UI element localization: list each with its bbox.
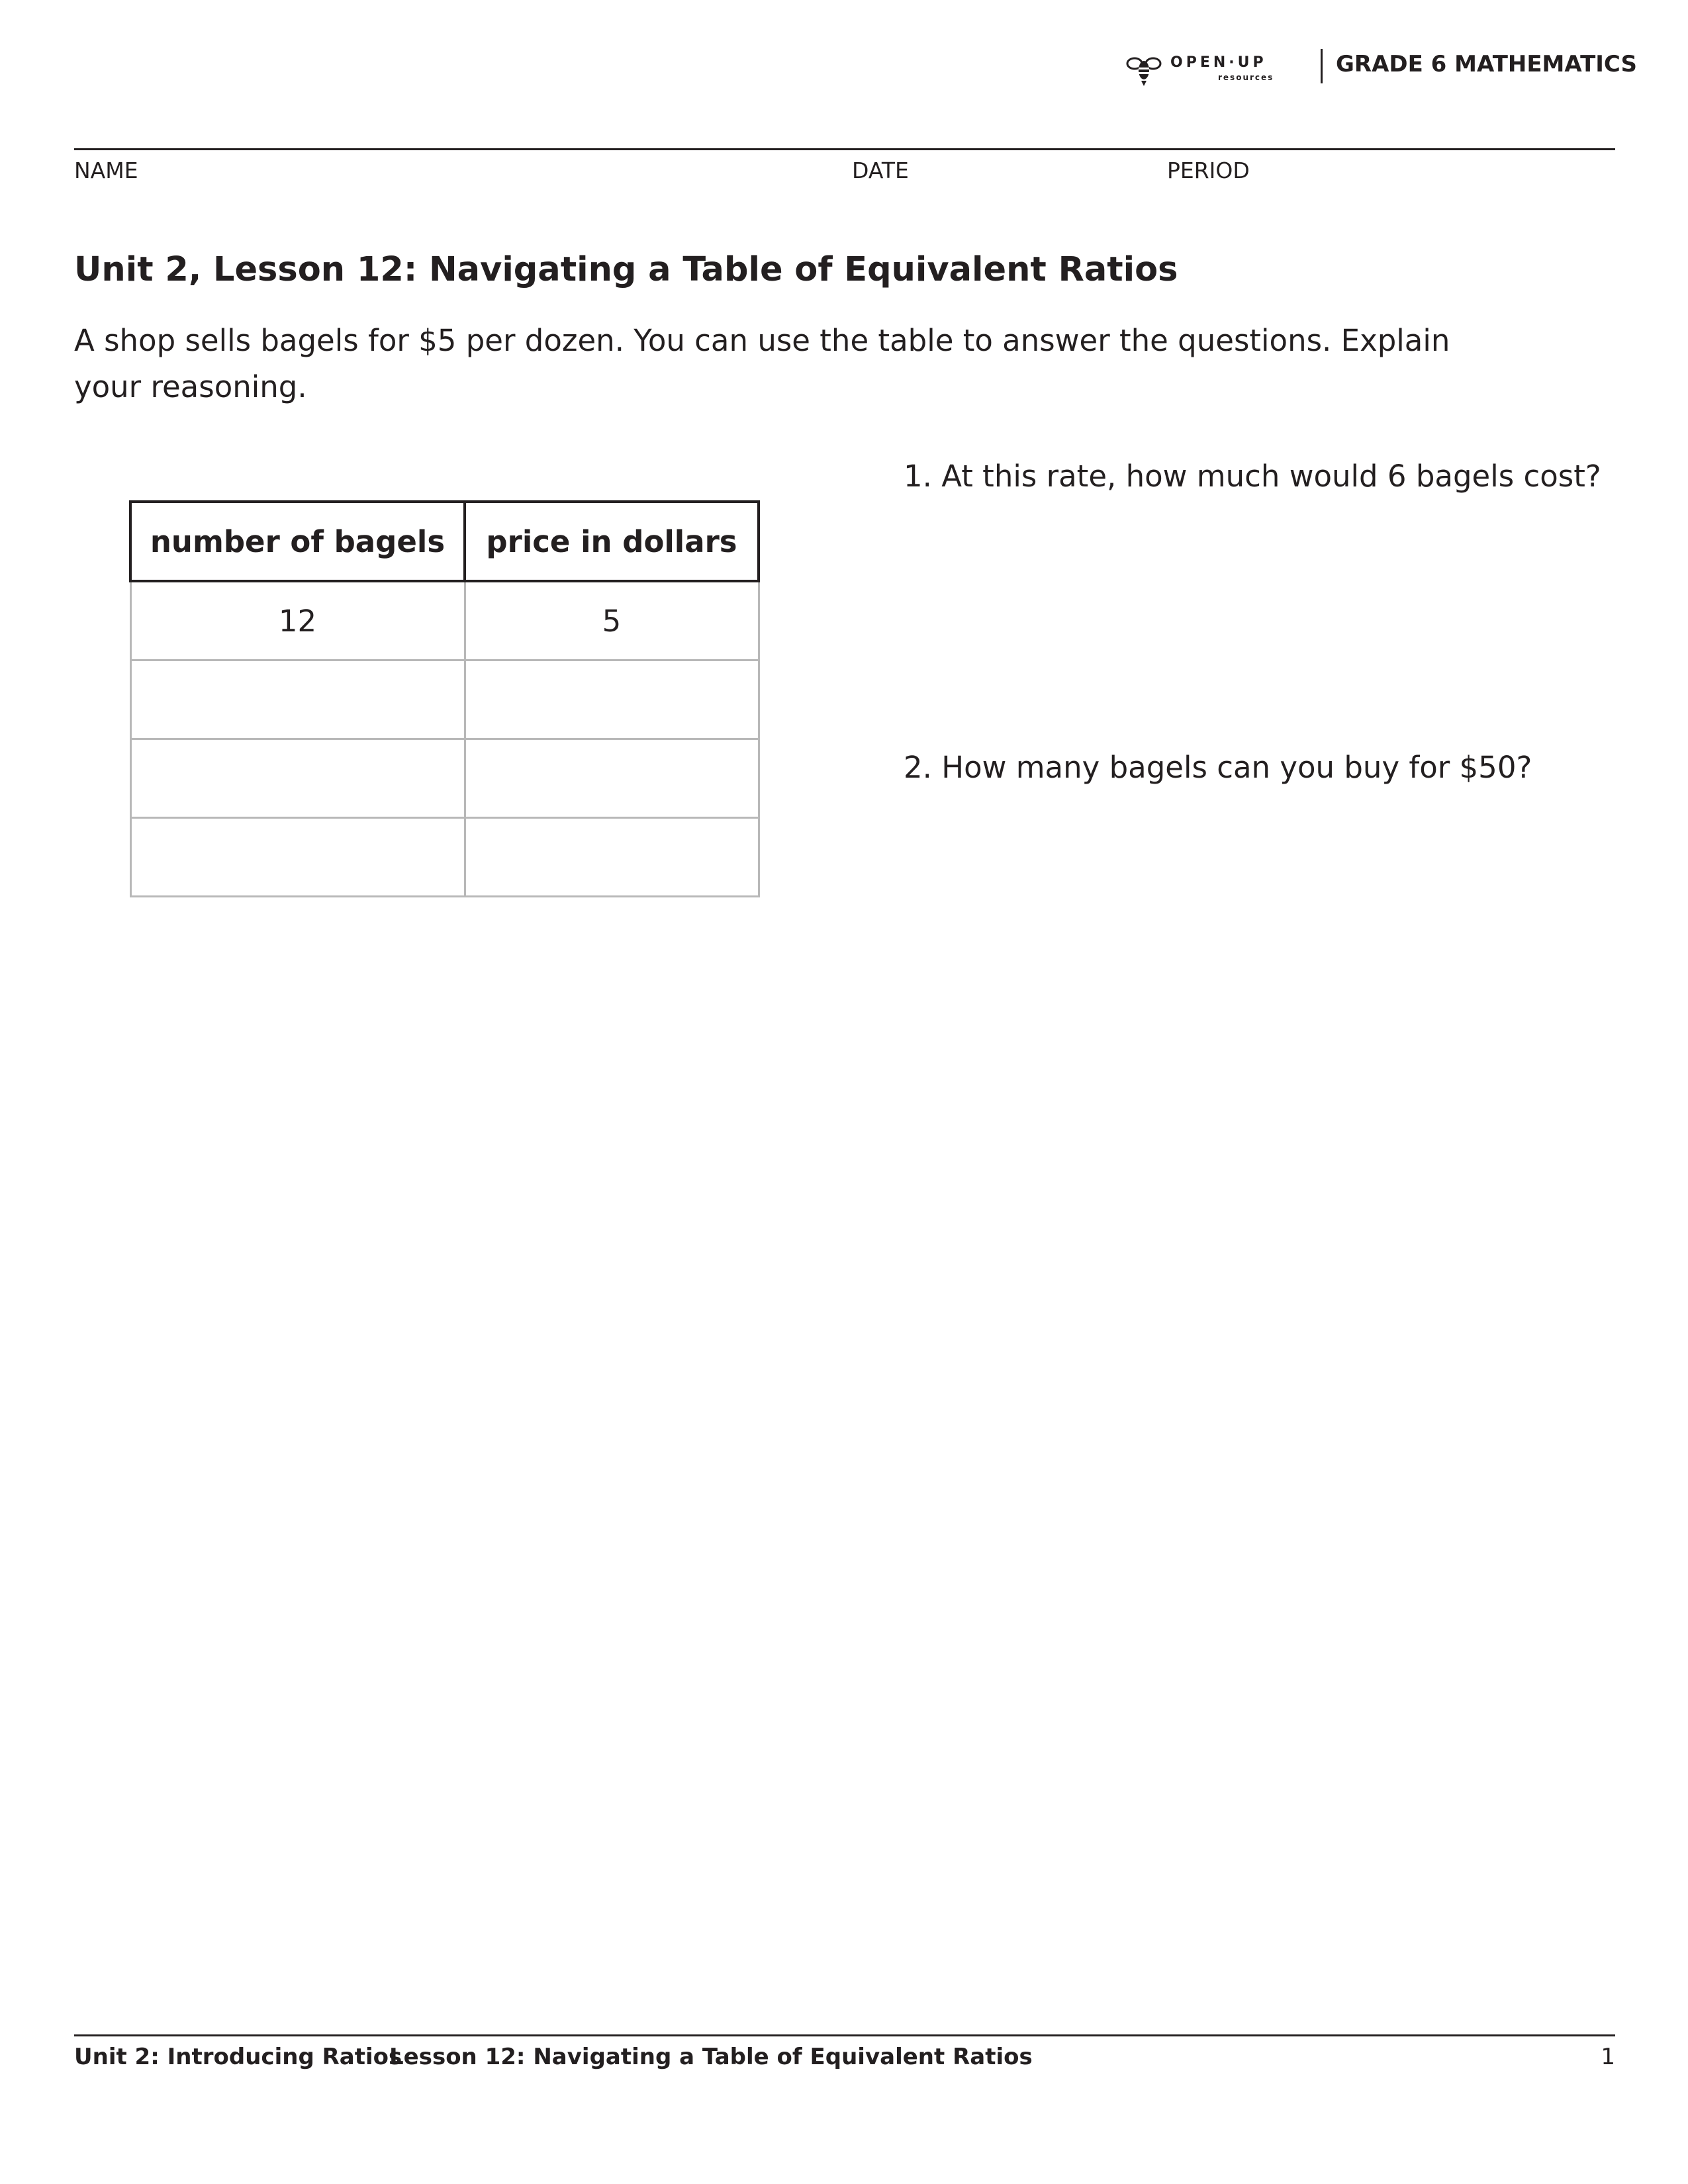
open-up-resources-logo [1125, 49, 1291, 89]
footer-unit-title: Unit 2: Introducing Ratios [74, 2044, 402, 2070]
table-row [130, 739, 759, 818]
table-cell [465, 818, 759, 897]
footer-lesson-title: Lesson 12: Navigating a Table of Equivalent Ratios [389, 2044, 1033, 2070]
table-header-row [130, 502, 759, 581]
table-cell: 12 [130, 581, 465, 660]
table-row [130, 818, 759, 897]
table-cell [130, 739, 465, 818]
grade-label: GRADE 6 MATHEMATICS [1336, 51, 1637, 77]
brand-divider [1321, 49, 1323, 83]
table-row [130, 660, 759, 739]
period-field-label: PERIOD [1167, 158, 1250, 183]
header-branding [1125, 49, 1637, 89]
ratio-table [129, 500, 760, 897]
table-cell [465, 739, 759, 818]
column-header-price: price in dollars [465, 502, 759, 581]
question-1: 1. At this rate, how much would 6 bagels cost? [904, 459, 1601, 494]
bee-icon [1125, 50, 1162, 87]
date-field-label: DATE [852, 158, 909, 183]
problem-intro: A shop sells bagels for $5 per dozen. You can use the table to answer the questions. Explain your reasoning. [74, 323, 1450, 404]
lesson-title: Unit 2, Lesson 12: Navigating a Table of Equivalent Ratios [74, 250, 1178, 289]
logo-subtext: resources [1218, 73, 1274, 82]
table-row [130, 581, 759, 660]
table-cell [130, 660, 465, 739]
table-cell [465, 660, 759, 739]
logo-wordmark: OPEN·UP [1170, 54, 1267, 71]
table-cell: 5 [465, 581, 759, 660]
footer-rule [74, 2034, 1615, 2036]
table-cell [130, 818, 465, 897]
header-rule [74, 148, 1615, 150]
column-header-bagels: number of bagels [130, 502, 465, 581]
page-number: 1 [1601, 2044, 1615, 2070]
question-2: 2. How many bagels can you buy for $50? [904, 750, 1532, 785]
name-field-label: NAME [74, 158, 138, 183]
